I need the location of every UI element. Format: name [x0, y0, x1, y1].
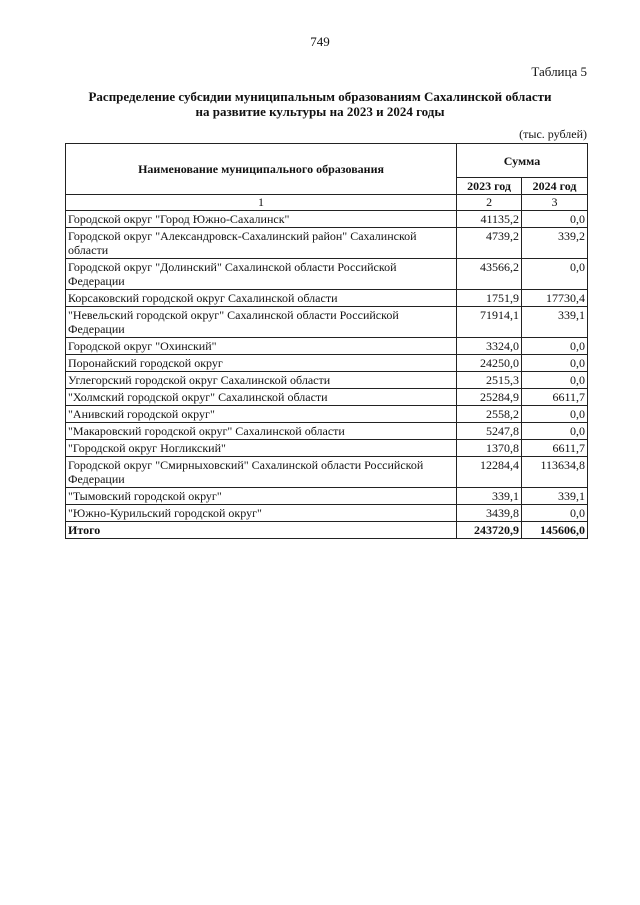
value-2024: 17730,4 [522, 290, 588, 307]
value-2024: 6611,7 [522, 440, 588, 457]
total-2024: 145606,0 [522, 522, 588, 539]
table-row [66, 338, 588, 355]
value-2023: 3439,8 [457, 505, 522, 522]
table-label: Таблица 5 [531, 64, 587, 79]
column-number-1: 1 [66, 195, 457, 211]
units-label: (тыс. рублей) [519, 127, 587, 141]
table-row [66, 406, 588, 423]
table-row [66, 307, 588, 338]
table-row [66, 440, 588, 457]
municipality-name: Городской округ "Долинский" Сахалинской области Российской Федерации [66, 259, 457, 290]
value-2024: 113634,8 [522, 457, 588, 488]
value-2024: 0,0 [522, 338, 588, 355]
value-2023: 24250,0 [457, 355, 522, 372]
table-row [66, 355, 588, 372]
value-2023: 3324,0 [457, 338, 522, 355]
value-2023: 43566,2 [457, 259, 522, 290]
table-row [66, 505, 588, 522]
header-year-2023: 2023 год [457, 178, 522, 195]
value-2024: 0,0 [522, 423, 588, 440]
value-2023: 4739,2 [457, 228, 522, 259]
table-row [66, 228, 588, 259]
value-2024: 0,0 [522, 372, 588, 389]
municipality-name: "Городской округ Ногликский" [66, 440, 457, 457]
value-2023: 2515,3 [457, 372, 522, 389]
value-2023: 71914,1 [457, 307, 522, 338]
value-2023: 1370,8 [457, 440, 522, 457]
value-2023: 12284,4 [457, 457, 522, 488]
header-year-2024: 2024 год [522, 178, 588, 195]
table-body [66, 211, 588, 522]
value-2024: 0,0 [522, 406, 588, 423]
municipality-name: "Невельский городской округ" Сахалинской области Российской Федерации [66, 307, 457, 338]
value-2023: 1751,9 [457, 290, 522, 307]
value-2024: 339,1 [522, 488, 588, 505]
table-row [66, 290, 588, 307]
table-row [66, 259, 588, 290]
table-row [66, 211, 588, 228]
value-2023: 25284,9 [457, 389, 522, 406]
document-title [0, 89, 640, 119]
column-number-2: 2 [457, 195, 522, 211]
municipality-name: "Макаровский городской округ" Сахалинской области [66, 423, 457, 440]
value-2024: 0,0 [522, 259, 588, 290]
table-row [66, 423, 588, 440]
municipality-name: "Южно-Курильский городской округ" [66, 505, 457, 522]
subsidy-table [65, 143, 588, 539]
column-number-3: 3 [522, 195, 588, 211]
municipality-name: Поронайский городской округ [66, 355, 457, 372]
value-2024: 339,2 [522, 228, 588, 259]
value-2023: 339,1 [457, 488, 522, 505]
municipality-name: Городской округ "Смирныховский" Сахалинской области Российской Федерации [66, 457, 457, 488]
header-name: Наименование муниципального образования [66, 144, 457, 195]
value-2024: 0,0 [522, 211, 588, 228]
municipality-name: Городской округ "Охинский" [66, 338, 457, 355]
value-2023: 2558,2 [457, 406, 522, 423]
table-row [66, 457, 588, 488]
value-2024: 339,1 [522, 307, 588, 338]
table-row [66, 488, 588, 505]
value-2024: 6611,7 [522, 389, 588, 406]
table-row [66, 389, 588, 406]
value-2024: 0,0 [522, 505, 588, 522]
total-label: Итого [66, 522, 457, 539]
municipality-name: Городской округ "Александровск-Сахалинский район" Сахалинской области [66, 228, 457, 259]
title-line-2: на развитие культуры на 2023 и 2024 годы [195, 104, 445, 119]
municipality-name: "Холмский городской округ" Сахалинской области [66, 389, 457, 406]
page-number: 749 [310, 34, 330, 49]
value-2023: 41135,2 [457, 211, 522, 228]
municipality-name: "Анивский городской округ" [66, 406, 457, 423]
municipality-name: Углегорский городской округ Сахалинской области [66, 372, 457, 389]
total-2023: 243720,9 [457, 522, 522, 539]
municipality-name: Городской округ "Город Южно-Сахалинск" [66, 211, 457, 228]
value-2023: 5247,8 [457, 423, 522, 440]
header-sum: Сумма [457, 144, 588, 178]
municipality-name: Корсаковский городской округ Сахалинской области [66, 290, 457, 307]
title-line-1: Распределение субсидии муниципальным образованиям Сахалинской области [88, 89, 552, 104]
total-row [66, 522, 588, 539]
value-2024: 0,0 [522, 355, 588, 372]
municipality-name: "Тымовский городской округ" [66, 488, 457, 505]
table-row [66, 372, 588, 389]
